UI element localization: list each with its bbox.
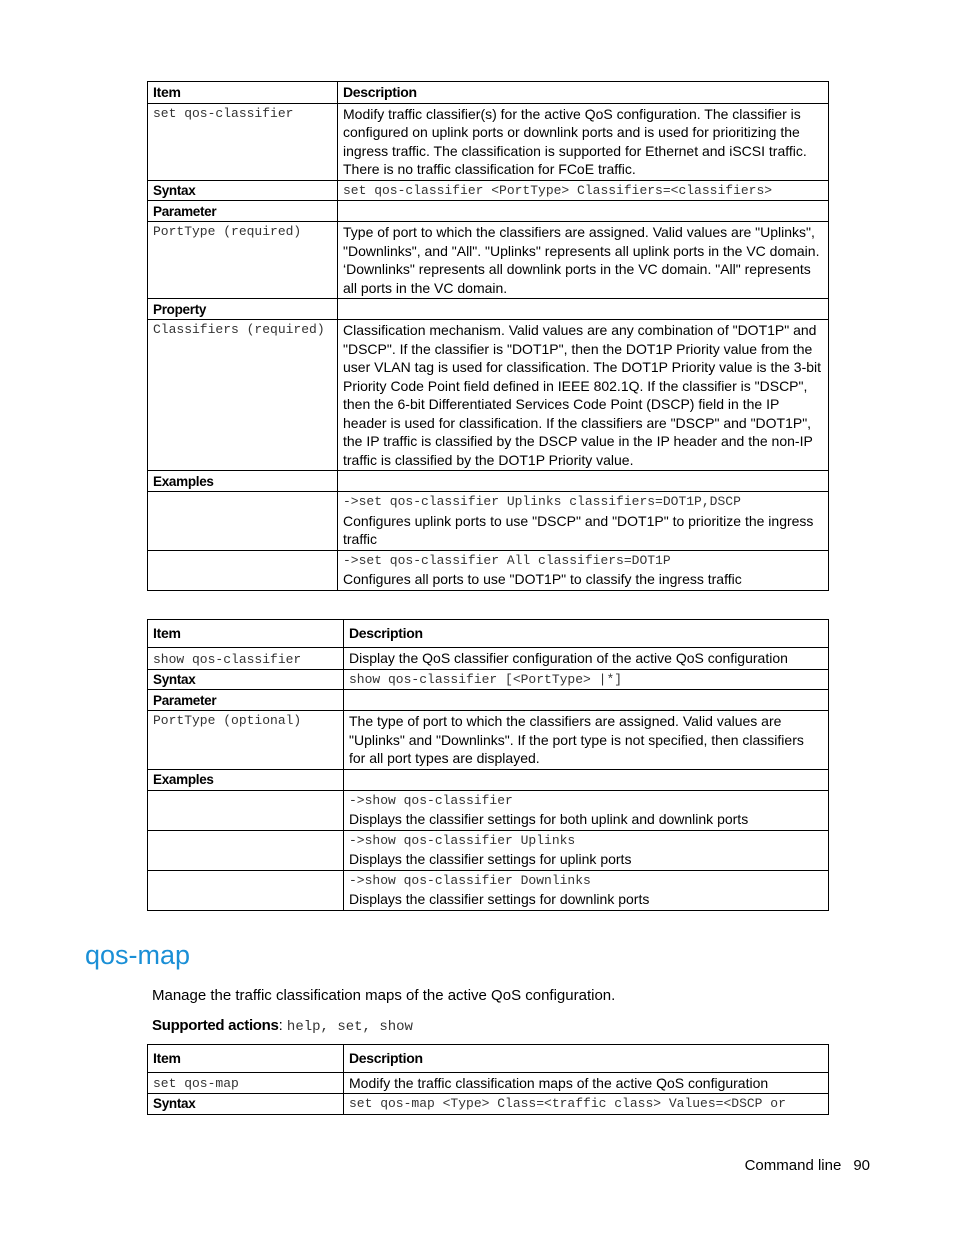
command-description: Modify the traffic classification maps of the active QoS configuration <box>344 1072 829 1094</box>
empty-cell <box>148 492 338 551</box>
parameter-row <box>148 711 829 770</box>
set-qos-classifier-table <box>147 81 829 591</box>
command-row <box>148 1072 829 1094</box>
example-command: ->show qos-classifier <box>349 792 513 808</box>
empty-cell <box>148 870 344 910</box>
table-header-row <box>148 620 829 648</box>
example-description: Configures all ports to use "DOT1P" to classify the ingress traffic <box>343 571 742 587</box>
section-intro: Manage the traffic classification maps of the active QoS configuration. <box>152 987 616 1004</box>
table-header-row <box>148 82 829 104</box>
syntax-value: set qos-classifier <PortType> Classifiers=<classifiers> <box>338 180 829 201</box>
command-description: Modify traffic classifier(s) for the active QoS configuration. The classifier is configured on uplink ports or downlink ports and is used for prioritizing the ingress traffic. The classification is supported for Ethernet and iSCSI traffic. There is no traffic classification for FCoE traffic. <box>338 103 829 180</box>
syntax-label: Syntax <box>148 669 344 690</box>
supported-actions-label: Supported actions <box>152 1017 279 1034</box>
empty-cell <box>344 769 829 790</box>
item-header: Item <box>148 620 344 648</box>
syntax-row <box>148 669 829 690</box>
command-row <box>148 647 829 669</box>
example-cell <box>344 790 829 830</box>
syntax-row <box>148 180 829 201</box>
footer-section: Command line <box>744 1157 842 1174</box>
example-cell <box>344 830 829 870</box>
show-qos-classifier-table <box>147 619 829 911</box>
empty-cell <box>338 299 829 320</box>
syntax-label: Syntax <box>148 180 338 201</box>
command-row <box>148 103 829 180</box>
examples-label-row <box>148 471 829 492</box>
parameter-name: PortType (optional) <box>148 711 344 770</box>
description-header: Description <box>344 1045 829 1073</box>
section-title: qos-map <box>85 940 191 970</box>
syntax-value: show qos-classifier [<PortType> |*] <box>344 669 829 690</box>
example-description: Displays the classifier settings for downlink ports <box>349 891 650 907</box>
set-qos-map-table <box>147 1044 829 1115</box>
empty-cell <box>148 790 344 830</box>
property-label: Property <box>148 299 338 320</box>
parameter-label-row <box>148 201 829 222</box>
property-description: Classification mechanism. Valid values are any combination of "DOT1P" and "DSCP". If the classifier is "DOT1P", then the DOT1P Priority value from the user VLAN tag is used for classification. The DOT1P Priority value is the 3-bit Priority Code Point field defined in IEEE 802.1Q. If the classifier is "DSCP", then the 6-bit Differentiated Services Code Point (DSCP) field in the IP header is used for classification. If the classifiers are "DSCP" and "DOT1P", the IP traffic is classified by the DSCP value in the IP header and the non-IP traffic is classified by the DOT1P Priority value. <box>338 320 829 471</box>
command-description: Display the QoS classifier configuration of the active QoS configuration <box>344 647 829 669</box>
syntax-label: Syntax <box>148 1094 344 1115</box>
parameter-name: PortType (required) <box>148 222 338 299</box>
syntax-value: set qos-map <Type> Class=<traffic class> Values=<DSCP or <box>344 1094 829 1115</box>
page-footer <box>745 1157 870 1174</box>
example-command: ->show qos-classifier Uplinks <box>349 832 576 848</box>
supported-actions-separator: : <box>278 1017 283 1034</box>
property-row <box>148 320 829 471</box>
description-header: Description <box>344 620 829 648</box>
parameter-label: Parameter <box>148 201 338 222</box>
example-description: Displays the classifier settings for both uplink and downlink ports <box>349 811 749 827</box>
parameter-description: Type of port to which the classifiers are assigned. Valid values are "Uplinks", "Downlinks", and "All". "Uplinks" represents all uplink ports in the VC domain. ‘Downlinks" represents all downlink ports in the VC domain. "All" represents all ports in the VC domain. <box>338 222 829 299</box>
example-row <box>148 492 829 551</box>
empty-cell <box>338 201 829 222</box>
example-command: ->set qos-classifier Uplinks classifiers=DOT1P,DSCP <box>343 494 741 509</box>
example-command: ->show qos-classifier Downlinks <box>349 872 591 888</box>
parameter-description: The type of port to which the classifiers are assigned. Valid values are "Uplinks" and "Downlinks". If the port type is not specified, then classifiers for all port types are displayed. <box>344 711 829 770</box>
example-cell <box>338 492 829 551</box>
empty-cell <box>338 471 829 492</box>
example-row <box>148 830 829 870</box>
description-header: Description <box>338 82 829 104</box>
property-label-row <box>148 299 829 320</box>
example-row <box>148 870 829 910</box>
empty-cell <box>148 830 344 870</box>
property-name: Classifiers (required) <box>148 320 338 471</box>
syntax-row <box>148 1094 829 1115</box>
table-header-row <box>148 1045 829 1073</box>
command-name: set qos-classifier <box>148 103 338 180</box>
example-description: Displays the classifier settings for uplink ports <box>349 851 632 867</box>
example-row <box>148 790 829 830</box>
command-name: set qos-map <box>148 1072 344 1094</box>
parameter-label: Parameter <box>148 690 344 711</box>
example-cell <box>344 870 829 910</box>
empty-cell <box>148 550 338 590</box>
example-row <box>148 550 829 590</box>
page-number: 90 <box>853 1157 870 1174</box>
supported-actions <box>152 1017 413 1035</box>
example-cell <box>338 550 829 590</box>
item-header: Item <box>148 1045 344 1073</box>
example-description: Configures uplink ports to use "DSCP" and "DOT1P" to prioritize the ingress traffic <box>343 512 814 547</box>
command-name: show qos-classifier <box>148 647 344 669</box>
parameter-row <box>148 222 829 299</box>
examples-label-row <box>148 769 829 790</box>
empty-cell <box>344 690 829 711</box>
examples-label: Examples <box>148 471 338 492</box>
supported-actions-list: help, set, show <box>286 1019 413 1035</box>
item-header: Item <box>148 82 338 104</box>
examples-label: Examples <box>148 769 344 790</box>
parameter-label-row <box>148 690 829 711</box>
example-command: ->set qos-classifier All classifiers=DOT1P <box>343 552 671 568</box>
